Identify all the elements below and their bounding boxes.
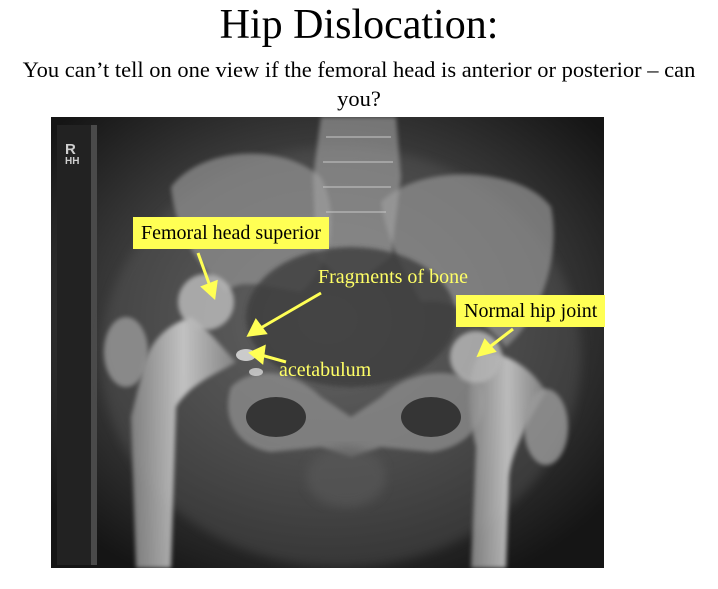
pelvis-radiograph: [51, 117, 604, 568]
slide-subtitle: You can’t tell on one view if the femoral head is anterior or posterior – can you?: [22, 57, 696, 111]
side-marker-letter: R: [65, 141, 76, 158]
side-marker: [65, 143, 79, 167]
slide-title: Hip Dislocation:: [219, 2, 499, 48]
xray-image: [51, 117, 604, 568]
right-femoral-head: [178, 274, 234, 330]
label-femoral-head-superior: Femoral head superior: [133, 217, 329, 249]
film-edge: [57, 125, 91, 565]
label-fragments-of-bone: Fragments of bone: [318, 266, 468, 288]
left-femoral-head: [450, 331, 502, 383]
label-normal-hip-joint: Normal hip joint: [456, 295, 605, 327]
bone-fragment: [249, 368, 263, 376]
left-obturator-foramen: [401, 397, 461, 437]
side-marker-sub: HH: [65, 156, 80, 167]
right-obturator-foramen: [246, 397, 306, 437]
label-acetabulum: acetabulum: [279, 359, 372, 381]
right-greater-trochanter: [104, 317, 148, 387]
left-greater-trochanter: [524, 389, 568, 465]
